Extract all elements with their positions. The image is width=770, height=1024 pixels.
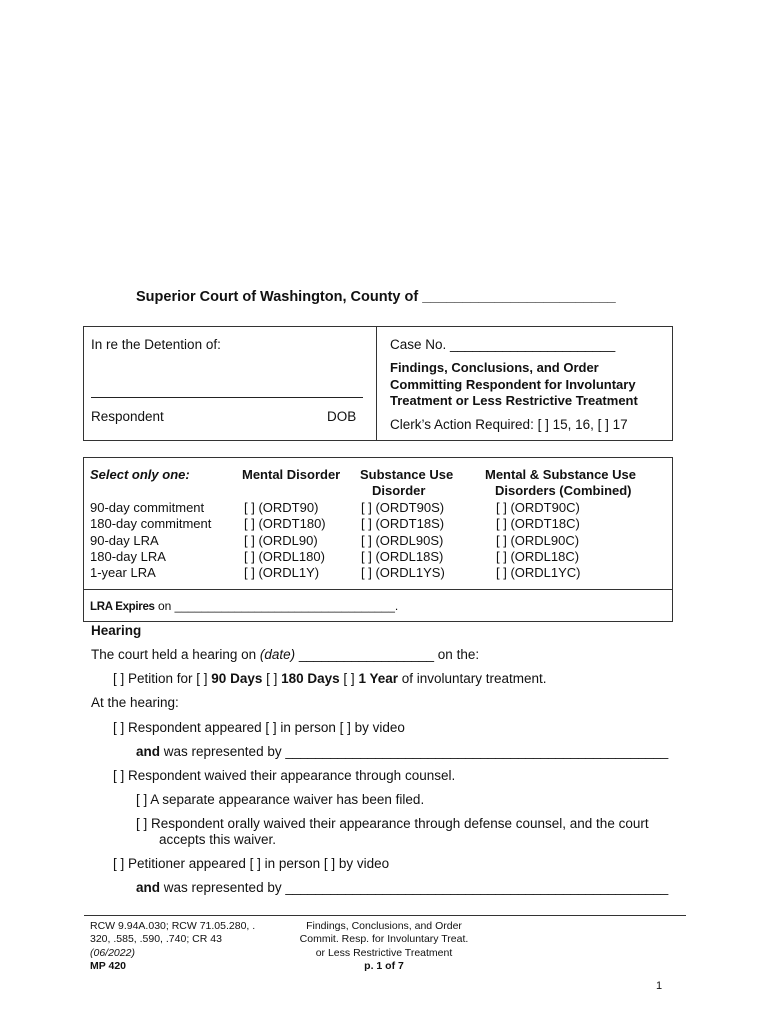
combined-column [485,467,636,582]
row-label: 180-day LRA [90,549,166,565]
caption-divider [376,327,377,440]
respondent-label: Respondent [91,409,164,424]
row-label: 90-day commitment [90,499,205,515]
hearing-heading: Hearing [91,623,142,638]
petitioner-appeared-line[interactable]: [ ] Petitioner appeared [ ] in person [ ] by video [113,856,390,871]
orally-waived-line-cont: accepts this waiver. [159,832,277,847]
at-hearing-label: At the hearing: [91,695,179,710]
commitment-selection-table [83,457,673,622]
footer-left: RCW 9.94A.030; RCW 71.05.280, . 320, .585, .590, .740; CR 43 (06/2022) MP 420 [90,920,256,973]
respondent-appeared-line[interactable]: [ ] Respondent appeared [ ] in person [ ] by video [113,720,405,735]
substance-checkbox[interactable]: [ ] (ORDT90S) [361,499,445,515]
select-only-one-label: Select only one: [90,467,190,482]
substance-use-header: Substance Use Disorder [360,467,454,499]
clerk-action: Clerk’s Action Required: [ ] 15, 16, [ ] 17 [390,417,628,432]
lra-expires-line: LRA Expires on _________________________________. [90,599,399,613]
row-label: 180-day commitment [90,516,212,532]
combined-checkbox[interactable]: [ ] (ORDL18C) [496,549,580,565]
in-re-label: In re the Detention of: [91,337,221,352]
mental-disorder-column [242,467,340,582]
petitioner-represented-line: and was represented by ___________________________________________________ [136,880,669,895]
substance-checkbox[interactable]: [ ] (ORDL1YS) [361,565,445,581]
substance-use-column [360,467,453,582]
row-labels-column [90,467,211,582]
respondent-represented-line: and was represented by ___________________________________________________ [136,744,669,759]
respondent-name-line [91,397,363,398]
combined-checkbox[interactable]: [ ] (ORDL1YC) [496,565,581,581]
substance-checkbox[interactable]: [ ] (ORDT18S) [361,516,445,532]
petition-line: [ ] Petition for [ ] 90 Days [ ] 180 Days [ ] 1 Year of involuntary treatment. [113,671,547,686]
mental-checkbox[interactable]: [ ] (ORDL1Y) [244,565,320,581]
row-label: 90-day LRA [90,532,159,548]
case-no-field: Case No. ______________________ [390,337,616,352]
respondent-waived-line[interactable]: [ ] Respondent waived their appearance through counsel. [113,768,456,783]
substance-checkbox[interactable]: [ ] (ORDL18S) [361,549,444,565]
hearing-held-line: The court held a hearing on (date) __________________ on the: [91,647,480,662]
row-label: 1-year LRA [90,565,156,581]
table-divider [84,589,672,590]
mental-checkbox[interactable]: [ ] (ORDT180) [244,516,326,532]
mental-checkbox[interactable]: [ ] (ORDT90) [244,499,319,515]
substance-checkbox[interactable]: [ ] (ORDL90S) [361,532,444,548]
mental-checkbox[interactable]: [ ] (ORDL90) [244,532,318,548]
caption-box [83,326,673,441]
mental-disorder-header: Mental Disorder [242,467,341,482]
combined-checkbox[interactable]: [ ] (ORDT90C) [496,499,580,515]
combined-header: Mental & Substance Use Disorders (Combined) [485,467,636,499]
combined-checkbox[interactable]: [ ] (ORDL90C) [496,532,580,548]
mental-checkbox[interactable]: [ ] (ORDL180) [244,549,325,565]
footer-center: Findings, Conclusions, and Order Commit. Resp. for Involuntary Treat. or Less Restrictive Treatment p. 1 of 7 [299,920,469,973]
orally-waived-line[interactable]: [ ] Respondent orally waived their appearance through defense counsel, and the court [136,816,649,831]
combined-checkbox[interactable]: [ ] (ORDT18C) [496,516,580,532]
waiver-filed-line[interactable]: [ ] A separate appearance waiver has been filed. [136,792,425,807]
document-title: Findings, Conclusions, and Order Committing Respondent for Involuntary Treatment or Less Restrictive Treatment [390,360,638,408]
dob-label: DOB [327,409,357,424]
page-number: 1 [656,980,663,992]
court-title: Superior Court of Washington, County of ________________________ [136,289,616,305]
footer-rule [84,915,686,916]
